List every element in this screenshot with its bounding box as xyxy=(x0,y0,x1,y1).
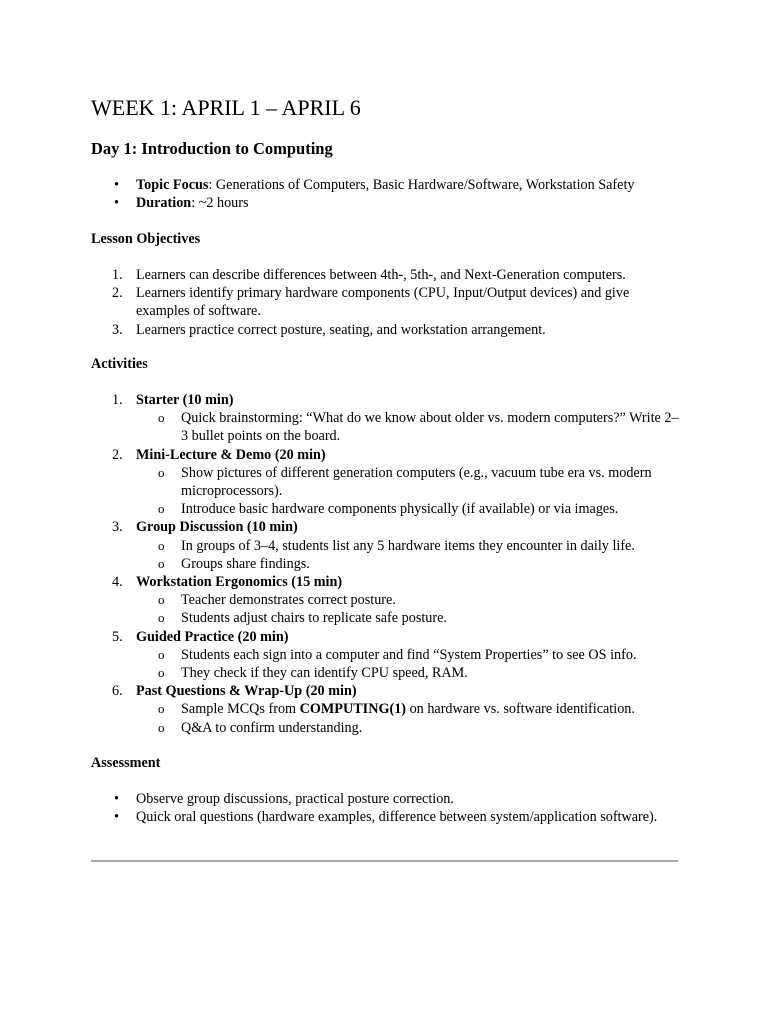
overview-section xyxy=(91,176,681,212)
activity-title: Mini-Lecture & Demo (20 min) xyxy=(136,446,326,463)
assessment-section xyxy=(91,790,681,826)
horizontal-divider xyxy=(91,860,678,862)
activity-item: 1. Starter (10 min) o Quick brainstorming: “What do we know about older vs. modern computers?” Write 2–3 bullet points on the board. xyxy=(91,391,681,446)
activity-title: Group Discussion (10 min) xyxy=(136,519,298,536)
activity-sub-item: o They check if they can identify CPU speed, RAM. xyxy=(136,664,681,682)
assessment-item: • Quick oral questions (hardware examples, difference between system/application software). xyxy=(91,808,681,826)
objective-item: 2. Learners identify primary hardware components (CPU, Input/Output devices) and give examples of software. xyxy=(112,285,630,320)
activity-sub-item: o Q&A to confirm understanding. xyxy=(136,719,681,737)
activity-sub-item: o Teacher demonstrates correct posture. xyxy=(136,591,681,609)
activity-sub-item: o Introduce basic hardware components physically (if available) or via images. xyxy=(136,500,681,518)
objective-item: 3. Learners practice correct posture, seating, and workstation arrangement. xyxy=(112,321,546,338)
computing-reference: COMPUTING(1) xyxy=(299,701,407,718)
objectives-heading: Lesson Objectives xyxy=(91,231,201,247)
activities-heading: Activities xyxy=(91,356,148,372)
duration-text: : ~2 hours xyxy=(191,195,249,212)
activity-item: 5. Guided Practice (20 min) o Students each sign into a computer and find “System Properties” to see OS info. o They check if they can identify CPU speed, RAM. xyxy=(91,628,681,683)
duration-label: Duration xyxy=(136,195,192,212)
overview-item-duration xyxy=(91,194,681,212)
activity-sub-item: o Show pictures of different generation computers (e.g., vacuum tube era vs. modern microprocessors). xyxy=(136,464,681,500)
objectives-section xyxy=(91,266,681,339)
assessment-heading: Assessment xyxy=(91,755,161,771)
topic-focus-text: : Generations of Computers, Basic Hardware/Software, Workstation Safety xyxy=(208,177,635,193)
activity-sub-item: o Quick brainstorming: “What do we know about older vs. modern computers?” Write 2–3 bullet points on the board. xyxy=(136,409,681,445)
activity-item: 3. Group Discussion (10 min) o In groups of 3–4, students list any 5 hardware items they encounter in daily life. o Groups share findings. xyxy=(91,518,681,573)
day-title: Day 1: Introduction to Computing xyxy=(91,139,333,158)
objectives-list xyxy=(91,266,681,339)
overview-list xyxy=(91,176,681,212)
activity-sub-item: o Students each sign into a computer and find “System Properties” to see OS info. xyxy=(136,646,681,664)
activity-title: Starter (10 min) xyxy=(136,392,234,408)
activity-title: Guided Practice (20 min) xyxy=(136,628,289,645)
assessment-item: • Observe group discussions, practical posture correction. xyxy=(91,790,681,808)
topic-focus-label: Topic Focus xyxy=(136,177,209,193)
assessment-list xyxy=(91,790,681,826)
overview-item-topic xyxy=(91,176,681,194)
activity-sub-item-mcq: o Sample MCQs from COMPUTING(1) on hardware vs. software identification. xyxy=(136,700,681,718)
activity-item: 4. Workstation Ergonomics (15 min) o Teacher demonstrates correct posture. o Students adjust chairs to replicate safe posture. xyxy=(91,573,681,628)
activity-sub-item: o Groups share findings. xyxy=(136,555,681,573)
activities-heading-block xyxy=(91,355,681,373)
objective-item: 1. Learners can describe differences between 4th-, 5th-, and Next-Generation computers. xyxy=(112,267,626,283)
week-title: WEEK 1: APRIL 1 – APRIL 6 xyxy=(91,95,361,120)
activity-sub-item: o In groups of 3–4, students list any 5 hardware items they encounter in daily life. xyxy=(136,537,681,555)
assessment-heading-block xyxy=(91,754,681,772)
objectives-heading-block xyxy=(91,230,681,248)
activity-item: 2. Mini-Lecture & Demo (20 min) o Show pictures of different generation computers (e.g., vacuum tube era vs. modern microprocessors). o Introduce basic hardware components physically (if available) or via images. xyxy=(91,446,681,519)
activities-list xyxy=(91,391,681,737)
activity-item: 6. Past Questions & Wrap-Up (20 min) o Sample MCQs from COMPUTING(1) on hardware vs. software identification. o Q&A to confirm understanding. xyxy=(91,682,681,737)
activities-section xyxy=(91,391,681,737)
activity-title: Workstation Ergonomics (15 min) xyxy=(136,574,343,591)
activity-sub-item: o Students adjust chairs to replicate safe posture. xyxy=(136,609,681,627)
activity-title: Past Questions & Wrap-Up (20 min) xyxy=(136,683,357,700)
